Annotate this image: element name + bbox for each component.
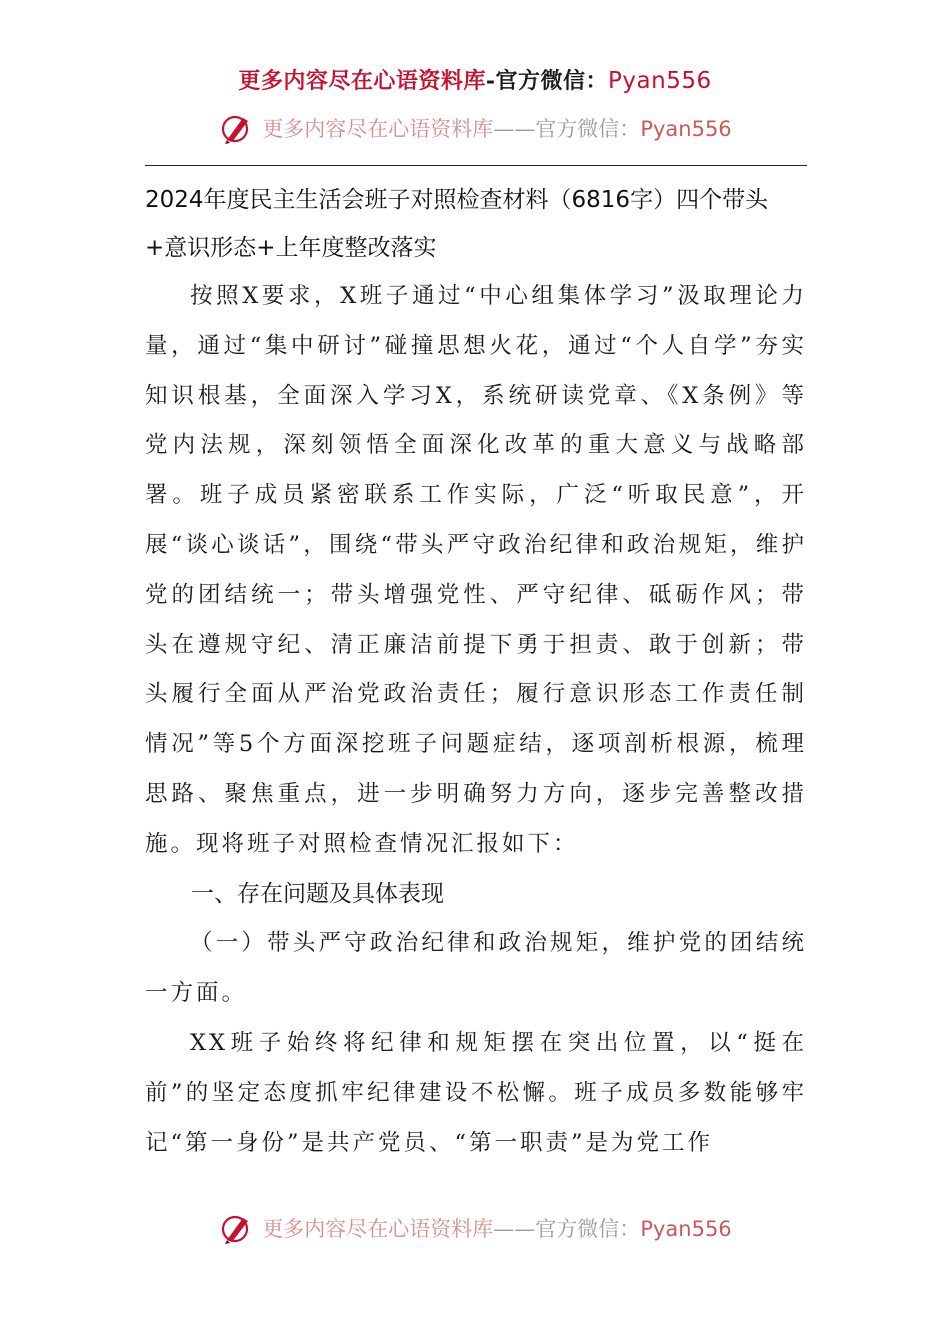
- banner-site-name: 更多内容尽在心语资料库: [238, 68, 486, 94]
- watermark-bottom: [0, 1210, 950, 1246]
- pen-logo-icon: [218, 110, 254, 146]
- banner-wechat-id: Pyan556: [608, 68, 712, 94]
- top-banner: [0, 64, 950, 95]
- body-paragraph: 按照X要求，X班子通过“中心组集体学习”汲取理论力量，通过“集中研讨”碰撞思想火花，通过“个人自学”夯实知识根基，全面深入学习X，系统研读党章、《X条例》等党内法规，深刻领悟全面深化改革的重大意义与战略部署。班子成员紧密联系工作实际，广泛“听取民意”，开展“谈心谈话”，围绕“带头严守政治纪律和政治规矩，维护党的团结统一；带头增强党性、严守纪律、砥砺作风；带头在遵规守纪、清正廉洁前提下勇于担责、敢于创新；带头履行全面从严治党政治责任；履行意识形态工作责任制情况”等5个方面深挖班子问题症结，逐项剖析根源，梳理思路、聚焦重点，进一步明确努力方向，逐步完善整改措施。现将班子对照检查情况汇报如下：: [145, 283, 807, 857]
- document-title: 2024年度民主生活会班子对照检查材料（6816字）四个带头+意识形态+上年度整改落实: [145, 187, 769, 261]
- header-divider: [145, 165, 807, 166]
- watermark-separator: ——: [493, 117, 536, 141]
- watermark-wechat-id: Pyan556: [640, 117, 732, 141]
- body-paragraph: XX班子始终将纪律和规矩摆在突出位置，以“挺在前”的坚定态度抓牢纪律建设不松懈。班子成员多数能够牢记“第一身份”是共产党员、“第一职责”是为党工作: [145, 1029, 807, 1156]
- watermark-text: [262, 113, 731, 143]
- watermark-site-name: 更多内容尽在心语资料库: [262, 117, 494, 141]
- pen-logo-icon: [218, 1210, 254, 1246]
- subsection-heading: （一）带头严守政治纪律和政治规矩，维护党的团结统一方面。: [145, 930, 807, 1007]
- watermark-wechat-label: 官方微信：: [535, 117, 641, 141]
- document-body: [145, 272, 807, 1168]
- watermark-site-name: 更多内容尽在心语资料库: [262, 1217, 494, 1241]
- watermark-wechat-label: 官方微信：: [535, 1217, 641, 1241]
- watermark-separator: ——: [493, 1217, 536, 1241]
- watermark-top: [0, 110, 950, 146]
- banner-wechat-label: 官方微信：: [495, 68, 609, 94]
- section-heading: 一、存在问题及具体表现: [191, 880, 444, 907]
- watermark-wechat-id: Pyan556: [640, 1217, 732, 1241]
- banner-separator: -: [485, 68, 496, 94]
- watermark-text: [262, 1213, 731, 1243]
